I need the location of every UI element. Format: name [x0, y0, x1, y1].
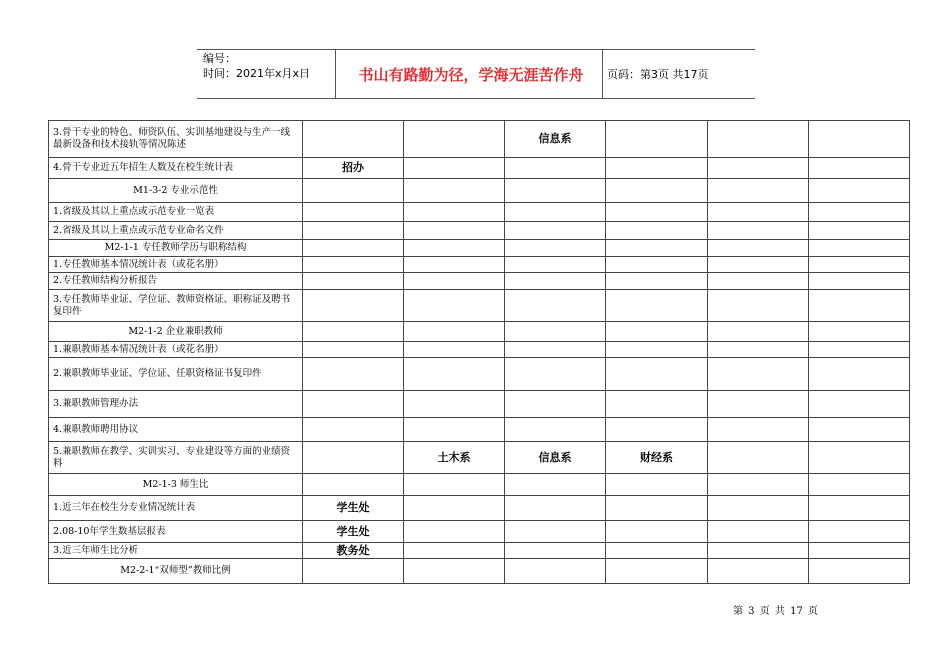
item-description: 3.专任教师毕业证、学位证、教师资格证、职称证及聘书复印件 — [49, 290, 303, 322]
department-cell — [303, 559, 404, 584]
department-cell — [606, 222, 708, 240]
item-description: 5.兼职教师在教学、实训实习、专业建设等方面的业绩资料 — [49, 442, 303, 474]
item-description: 3.兼职教师管理办法 — [49, 391, 303, 418]
department-cell — [303, 290, 404, 322]
department-cell — [708, 521, 809, 543]
section-row — [49, 322, 910, 342]
header-divider — [335, 50, 336, 98]
department-cell — [404, 257, 505, 273]
time-label: 时间：2021年x月x日 — [203, 67, 311, 80]
item-description: 4.兼职教师聘用协议 — [49, 418, 303, 442]
section-title: M2-1-2 企业兼职教师 — [49, 322, 303, 342]
section-row — [49, 474, 910, 496]
department-cell — [606, 391, 708, 418]
header-info — [203, 51, 310, 81]
department-cell — [505, 179, 606, 203]
department-cell — [809, 179, 910, 203]
page-header — [197, 49, 755, 99]
header-page-info: 页码：第3页 共17页 — [607, 68, 709, 81]
item-description: 4.骨干专业近五年招生人数及在校生统计表 — [49, 158, 303, 179]
department-cell — [708, 342, 809, 358]
department-cell — [505, 521, 606, 543]
table-row — [49, 391, 910, 418]
table-body — [49, 121, 910, 584]
department-cell: 学生处 — [303, 496, 404, 521]
department-cell — [606, 290, 708, 322]
department-cell — [303, 273, 404, 290]
department-cell — [809, 342, 910, 358]
section-row — [49, 179, 910, 203]
department-cell — [809, 543, 910, 559]
department-cell — [404, 496, 505, 521]
table-row — [49, 273, 910, 290]
department-cell — [404, 543, 505, 559]
department-cell: 财经系 — [606, 442, 708, 474]
section-title: M2-1-1 专任教师学历与职称结构 — [49, 240, 303, 257]
table-row — [49, 521, 910, 543]
table-row — [49, 203, 910, 222]
department-cell — [505, 418, 606, 442]
table-row — [49, 543, 910, 559]
department-cell — [708, 322, 809, 342]
department-cell — [606, 240, 708, 257]
department-cell — [404, 273, 505, 290]
section-title: M2-1-3 师生比 — [49, 474, 303, 496]
department-cell — [809, 559, 910, 584]
department-cell — [505, 322, 606, 342]
department-cell — [404, 559, 505, 584]
department-cell — [606, 474, 708, 496]
department-cell — [708, 222, 809, 240]
department-cell — [505, 474, 606, 496]
department-cell — [303, 442, 404, 474]
department-cell: 信息系 — [505, 121, 606, 158]
department-cell — [708, 474, 809, 496]
department-cell — [303, 203, 404, 222]
item-description: 3.骨干专业的特色、师资队伍、实训基地建设与生产一线最新设备和技术接轨等情况陈述 — [49, 121, 303, 158]
department-cell — [708, 203, 809, 222]
department-cell — [505, 391, 606, 418]
table-row — [49, 442, 910, 474]
department-cell — [708, 442, 809, 474]
page-footer: 第 3 页 共 17 页 — [733, 606, 818, 617]
item-description: 1.专任教师基本情况统计表（或花名册） — [49, 257, 303, 273]
table-row — [49, 257, 910, 273]
item-description: 1.省级及其以上重点或示范专业一览表 — [49, 203, 303, 222]
item-description: 1.兼职教师基本情况统计表（或花名册） — [49, 342, 303, 358]
department-cell — [606, 496, 708, 521]
department-cell: 招办 — [303, 158, 404, 179]
department-cell — [606, 179, 708, 203]
department-cell — [809, 474, 910, 496]
department-cell — [303, 474, 404, 496]
section-row — [49, 559, 910, 584]
item-description: 2.08-10年学生数基层报表 — [49, 521, 303, 543]
department-cell — [404, 342, 505, 358]
department-cell — [809, 121, 910, 158]
department-cell — [809, 257, 910, 273]
department-cell — [809, 203, 910, 222]
table-row — [49, 418, 910, 442]
department-cell — [303, 342, 404, 358]
department-cell — [606, 521, 708, 543]
section-title: M2-2-1“双师型”教师比例 — [49, 559, 303, 584]
department-cell: 教务处 — [303, 543, 404, 559]
item-description: 2.专任教师结构分析报告 — [49, 273, 303, 290]
department-cell — [606, 273, 708, 290]
department-cell — [303, 358, 404, 391]
department-cell — [303, 391, 404, 418]
department-cell — [303, 257, 404, 273]
department-cell — [809, 273, 910, 290]
department-cell — [606, 322, 708, 342]
section-title: M1-3-2 专业示范性 — [49, 179, 303, 203]
department-cell — [809, 322, 910, 342]
department-cell — [606, 358, 708, 391]
department-cell — [303, 322, 404, 342]
department-cell — [505, 203, 606, 222]
table-row — [49, 222, 910, 240]
department-cell — [404, 222, 505, 240]
department-cell — [606, 257, 708, 273]
department-cell — [809, 222, 910, 240]
department-cell — [404, 240, 505, 257]
item-description: 2.兼职教师毕业证、学位证、任职资格证书复印件 — [49, 358, 303, 391]
department-cell — [505, 273, 606, 290]
table-row — [49, 358, 910, 391]
department-cell — [505, 290, 606, 322]
department-cell — [505, 358, 606, 391]
department-cell — [708, 496, 809, 521]
department-cell — [303, 418, 404, 442]
department-cell — [606, 342, 708, 358]
department-cell — [708, 240, 809, 257]
table-row — [49, 121, 910, 158]
department-cell — [505, 496, 606, 521]
section-row — [49, 240, 910, 257]
department-cell — [809, 521, 910, 543]
department-cell — [303, 179, 404, 203]
department-cell — [505, 559, 606, 584]
department-cell — [303, 121, 404, 158]
department-cell — [708, 121, 809, 158]
department-cell — [708, 358, 809, 391]
department-cell — [708, 257, 809, 273]
number-label: 编号： — [203, 52, 236, 65]
department-cell — [404, 358, 505, 391]
department-cell — [303, 222, 404, 240]
department-cell — [708, 543, 809, 559]
department-cell — [708, 559, 809, 584]
department-cell — [708, 179, 809, 203]
department-cell — [404, 121, 505, 158]
department-cell: 信息系 — [505, 442, 606, 474]
department-cell — [708, 290, 809, 322]
item-description: 3.近三年师生比分析 — [49, 543, 303, 559]
department-cell — [606, 559, 708, 584]
department-cell — [708, 273, 809, 290]
department-cell — [404, 290, 505, 322]
department-cell — [606, 543, 708, 559]
department-cell — [606, 418, 708, 442]
department-cell — [809, 418, 910, 442]
department-cell — [505, 543, 606, 559]
item-description: 2.省级及其以上重点或示范专业命名文件 — [49, 222, 303, 240]
department-cell — [809, 358, 910, 391]
department-cell — [505, 240, 606, 257]
department-cell — [404, 474, 505, 496]
department-cell: 土木系 — [404, 442, 505, 474]
department-cell — [809, 391, 910, 418]
department-cell — [505, 257, 606, 273]
department-cell — [404, 521, 505, 543]
department-cell — [404, 158, 505, 179]
department-cell — [809, 290, 910, 322]
department-cell — [606, 158, 708, 179]
department-cell — [809, 158, 910, 179]
department-cell — [505, 158, 606, 179]
table-row — [49, 290, 910, 322]
table-row — [49, 342, 910, 358]
item-description: 1.近三年在校生分专业情况统计表 — [49, 496, 303, 521]
department-cell — [809, 442, 910, 474]
table-row — [49, 158, 910, 179]
department-cell — [404, 418, 505, 442]
department-cell — [404, 322, 505, 342]
department-cell — [404, 203, 505, 222]
department-cell — [809, 240, 910, 257]
department-cell — [809, 496, 910, 521]
table-row — [49, 496, 910, 521]
department-cell — [505, 222, 606, 240]
department-cell — [606, 121, 708, 158]
department-cell: 学生处 — [303, 521, 404, 543]
header-divider — [602, 50, 603, 98]
department-cell — [404, 391, 505, 418]
department-cell — [708, 391, 809, 418]
department-cell — [708, 158, 809, 179]
department-cell — [404, 179, 505, 203]
department-cell — [606, 203, 708, 222]
department-cell — [505, 342, 606, 358]
checklist-table — [48, 120, 910, 584]
department-cell — [708, 418, 809, 442]
header-motto: 书山有路勤为径，学海无涯苦作舟 — [358, 65, 584, 84]
department-cell — [303, 240, 404, 257]
